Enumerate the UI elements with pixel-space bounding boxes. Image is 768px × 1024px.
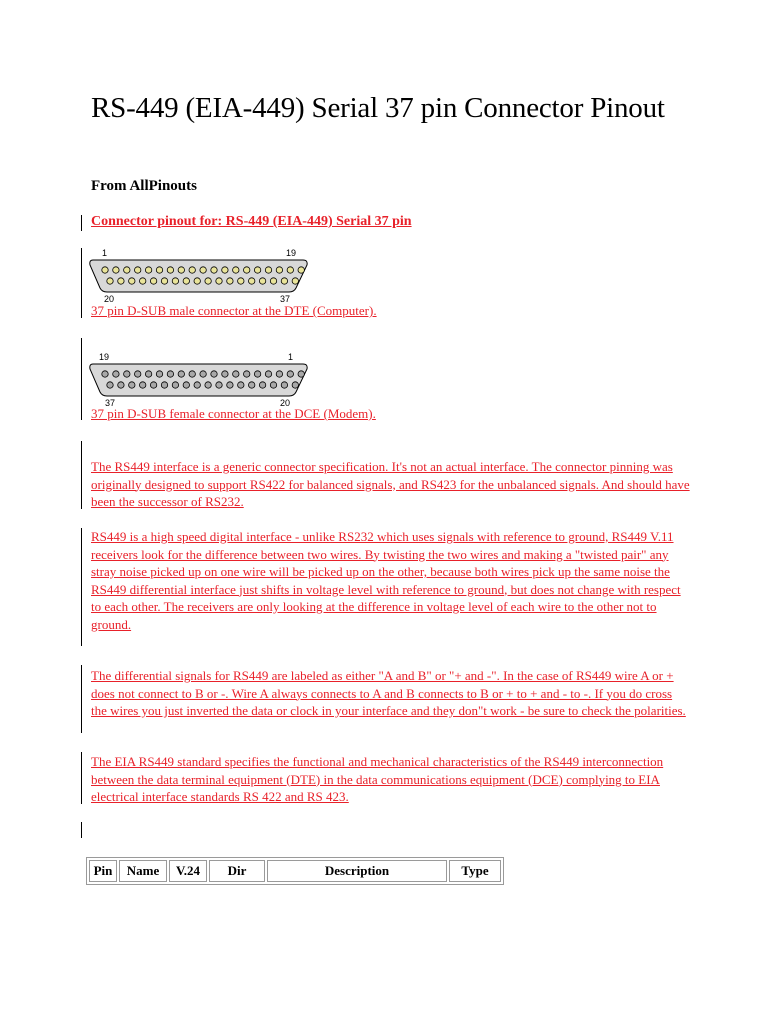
column-header-v24: V.24 xyxy=(169,860,207,882)
change-bar xyxy=(81,215,82,231)
connector-pin xyxy=(227,278,233,284)
pin-label-bottom-left: 20 xyxy=(104,294,115,302)
paragraph-eia-standard[interactable]: The EIA RS449 standard specifies the functional and mechanical characteristics of the RS449 interconnection between the data terminal equipment (DTE) in the data communications equipment (DCE) complying to EIA electrical interface standards RS 422 and RS 423. xyxy=(91,754,664,804)
column-header-description: Description xyxy=(267,860,447,882)
connector-pin xyxy=(216,278,222,284)
connector-pin xyxy=(129,382,135,388)
connector-pin xyxy=(102,371,108,377)
column-header-type: Type xyxy=(449,860,501,882)
connector-pin xyxy=(270,278,276,284)
connector-pin xyxy=(259,278,265,284)
connector-pin xyxy=(107,278,113,284)
column-header-dir: Dir xyxy=(209,860,265,882)
connector-pin xyxy=(244,371,250,377)
connector-pin xyxy=(189,371,195,377)
connector-pin xyxy=(102,267,108,273)
pin-label-bottom-right: 37 xyxy=(280,294,291,302)
connector-pin xyxy=(298,371,304,377)
connector-heading-link[interactable]: Connector pinout for: RS-449 (EIA-449) Serial 37 pin xyxy=(91,214,412,229)
connector-pin xyxy=(129,278,135,284)
pin-label-bottom-right: 20 xyxy=(280,398,291,408)
connector-pin xyxy=(254,371,260,377)
connector-pin xyxy=(189,267,195,273)
pin-label-top-left: 19 xyxy=(99,352,110,362)
male-connector-diagram xyxy=(89,246,311,302)
connector-pin xyxy=(205,278,211,284)
change-bar xyxy=(81,822,82,838)
pinout-table xyxy=(86,857,504,885)
connector-pin xyxy=(194,382,200,388)
connector-pin xyxy=(178,371,184,377)
male-connector-shell xyxy=(90,260,307,292)
connector-pin xyxy=(124,267,130,273)
change-bar xyxy=(81,248,82,318)
connector-pin xyxy=(292,382,298,388)
connector-pin xyxy=(107,382,113,388)
connector-pin xyxy=(161,278,167,284)
connector-pin xyxy=(270,382,276,388)
connector-pin xyxy=(194,278,200,284)
connector-pin xyxy=(287,371,293,377)
column-header-name: Name xyxy=(119,860,167,882)
connector-pin xyxy=(135,371,141,377)
connector-pin xyxy=(118,278,124,284)
connector-pin xyxy=(145,371,151,377)
connector-pin xyxy=(124,371,130,377)
connector-pin xyxy=(238,278,244,284)
connector-pin xyxy=(211,267,217,273)
connector-pin xyxy=(222,371,228,377)
connector-pin xyxy=(140,278,146,284)
male-connector-caption-link[interactable]: 37 pin D-SUB male connector at the DTE (Computer). xyxy=(91,303,377,318)
connector-pin xyxy=(281,382,287,388)
connector-pin xyxy=(178,267,184,273)
change-bar xyxy=(81,665,82,733)
connector-pin xyxy=(140,382,146,388)
pin-label-top-right: 19 xyxy=(286,248,297,258)
connector-pin xyxy=(276,267,282,273)
connector-pin xyxy=(113,267,119,273)
connector-pin xyxy=(292,278,298,284)
connector-pin xyxy=(216,382,222,388)
connector-pin xyxy=(254,267,260,273)
change-bar xyxy=(81,752,82,804)
connector-pin xyxy=(150,382,156,388)
connector-pin xyxy=(222,267,228,273)
connector-pin xyxy=(145,267,151,273)
change-bar xyxy=(81,441,82,509)
page-title: RS-449 (EIA-449) Serial 37 pin Connector Pinout xyxy=(91,92,665,124)
connector-pin xyxy=(233,267,239,273)
connector-pin xyxy=(244,267,250,273)
paragraph-interface-overview[interactable]: The RS449 interface is a generic connector specification. It's not an actual interface. The connector pinning was originally designed to support RS422 for balanced signals, and RS423 for the unbalanced signals. And should have been the successor of RS232. xyxy=(91,459,690,509)
connector-pin xyxy=(211,371,217,377)
connector-pin xyxy=(113,371,119,377)
connector-pin xyxy=(135,267,141,273)
pin-label-bottom-left: 37 xyxy=(105,398,116,408)
table-header-row xyxy=(89,860,501,882)
connector-pin xyxy=(172,382,178,388)
connector-pin xyxy=(167,267,173,273)
connector-pin xyxy=(249,278,255,284)
pin-label-top-left: 1 xyxy=(102,248,108,258)
paragraph-signal-labels[interactable]: The differential signals for RS449 are labeled as either "A and B" or "+ and -". In the case of RS449 wire A or + does not connect to B or -. Wire A always connects to A and B connects to B or + to + and - to -. If you do cross the wires you just inverted the data or clock in your interface and they don"t work - be sure to check the polarities. xyxy=(91,668,686,718)
column-header-pin: Pin xyxy=(89,860,117,882)
female-connector-shell xyxy=(90,364,307,396)
connector-pin xyxy=(200,267,206,273)
connector-pin xyxy=(265,267,271,273)
paragraph-differential[interactable]: RS449 is a high speed digital interface - unlike RS232 which uses signals with reference to ground, RS449 V.11 receivers look for the difference between two wires. By twisting the two wires and making a "twisted pair" any stray noise picked up on one wire will be picked up on the other, because both wires pick up the same noise the RS449 differential interface just shifts in voltage level with reference to ground, but does not change with respect to each other. The receivers are only looking at the difference in voltage level of each wire to the other not to ground. xyxy=(91,529,681,632)
female-connector-diagram xyxy=(89,350,311,408)
connector-pin xyxy=(183,382,189,388)
pin-label-top-right: 1 xyxy=(288,352,294,362)
page-subtitle: From AllPinouts xyxy=(91,178,197,194)
connector-pin xyxy=(205,382,211,388)
connector-pin xyxy=(259,382,265,388)
connector-pin xyxy=(276,371,282,377)
connector-pin xyxy=(118,382,124,388)
connector-pin xyxy=(200,371,206,377)
connector-pin xyxy=(156,371,162,377)
connector-pin xyxy=(281,278,287,284)
change-bar xyxy=(81,338,82,420)
connector-pin xyxy=(287,267,293,273)
connector-pin xyxy=(265,371,271,377)
connector-pin xyxy=(161,382,167,388)
connector-pin xyxy=(298,267,304,273)
connector-pin xyxy=(233,371,239,377)
connector-pin xyxy=(227,382,233,388)
change-bar xyxy=(81,528,82,646)
connector-pin xyxy=(238,382,244,388)
female-connector-caption-link[interactable]: 37 pin D-SUB female connector at the DCE (Modem). xyxy=(91,406,376,421)
connector-pin xyxy=(183,278,189,284)
connector-pin xyxy=(172,278,178,284)
connector-pin xyxy=(150,278,156,284)
connector-pin xyxy=(167,371,173,377)
connector-pin xyxy=(249,382,255,388)
connector-pin xyxy=(156,267,162,273)
